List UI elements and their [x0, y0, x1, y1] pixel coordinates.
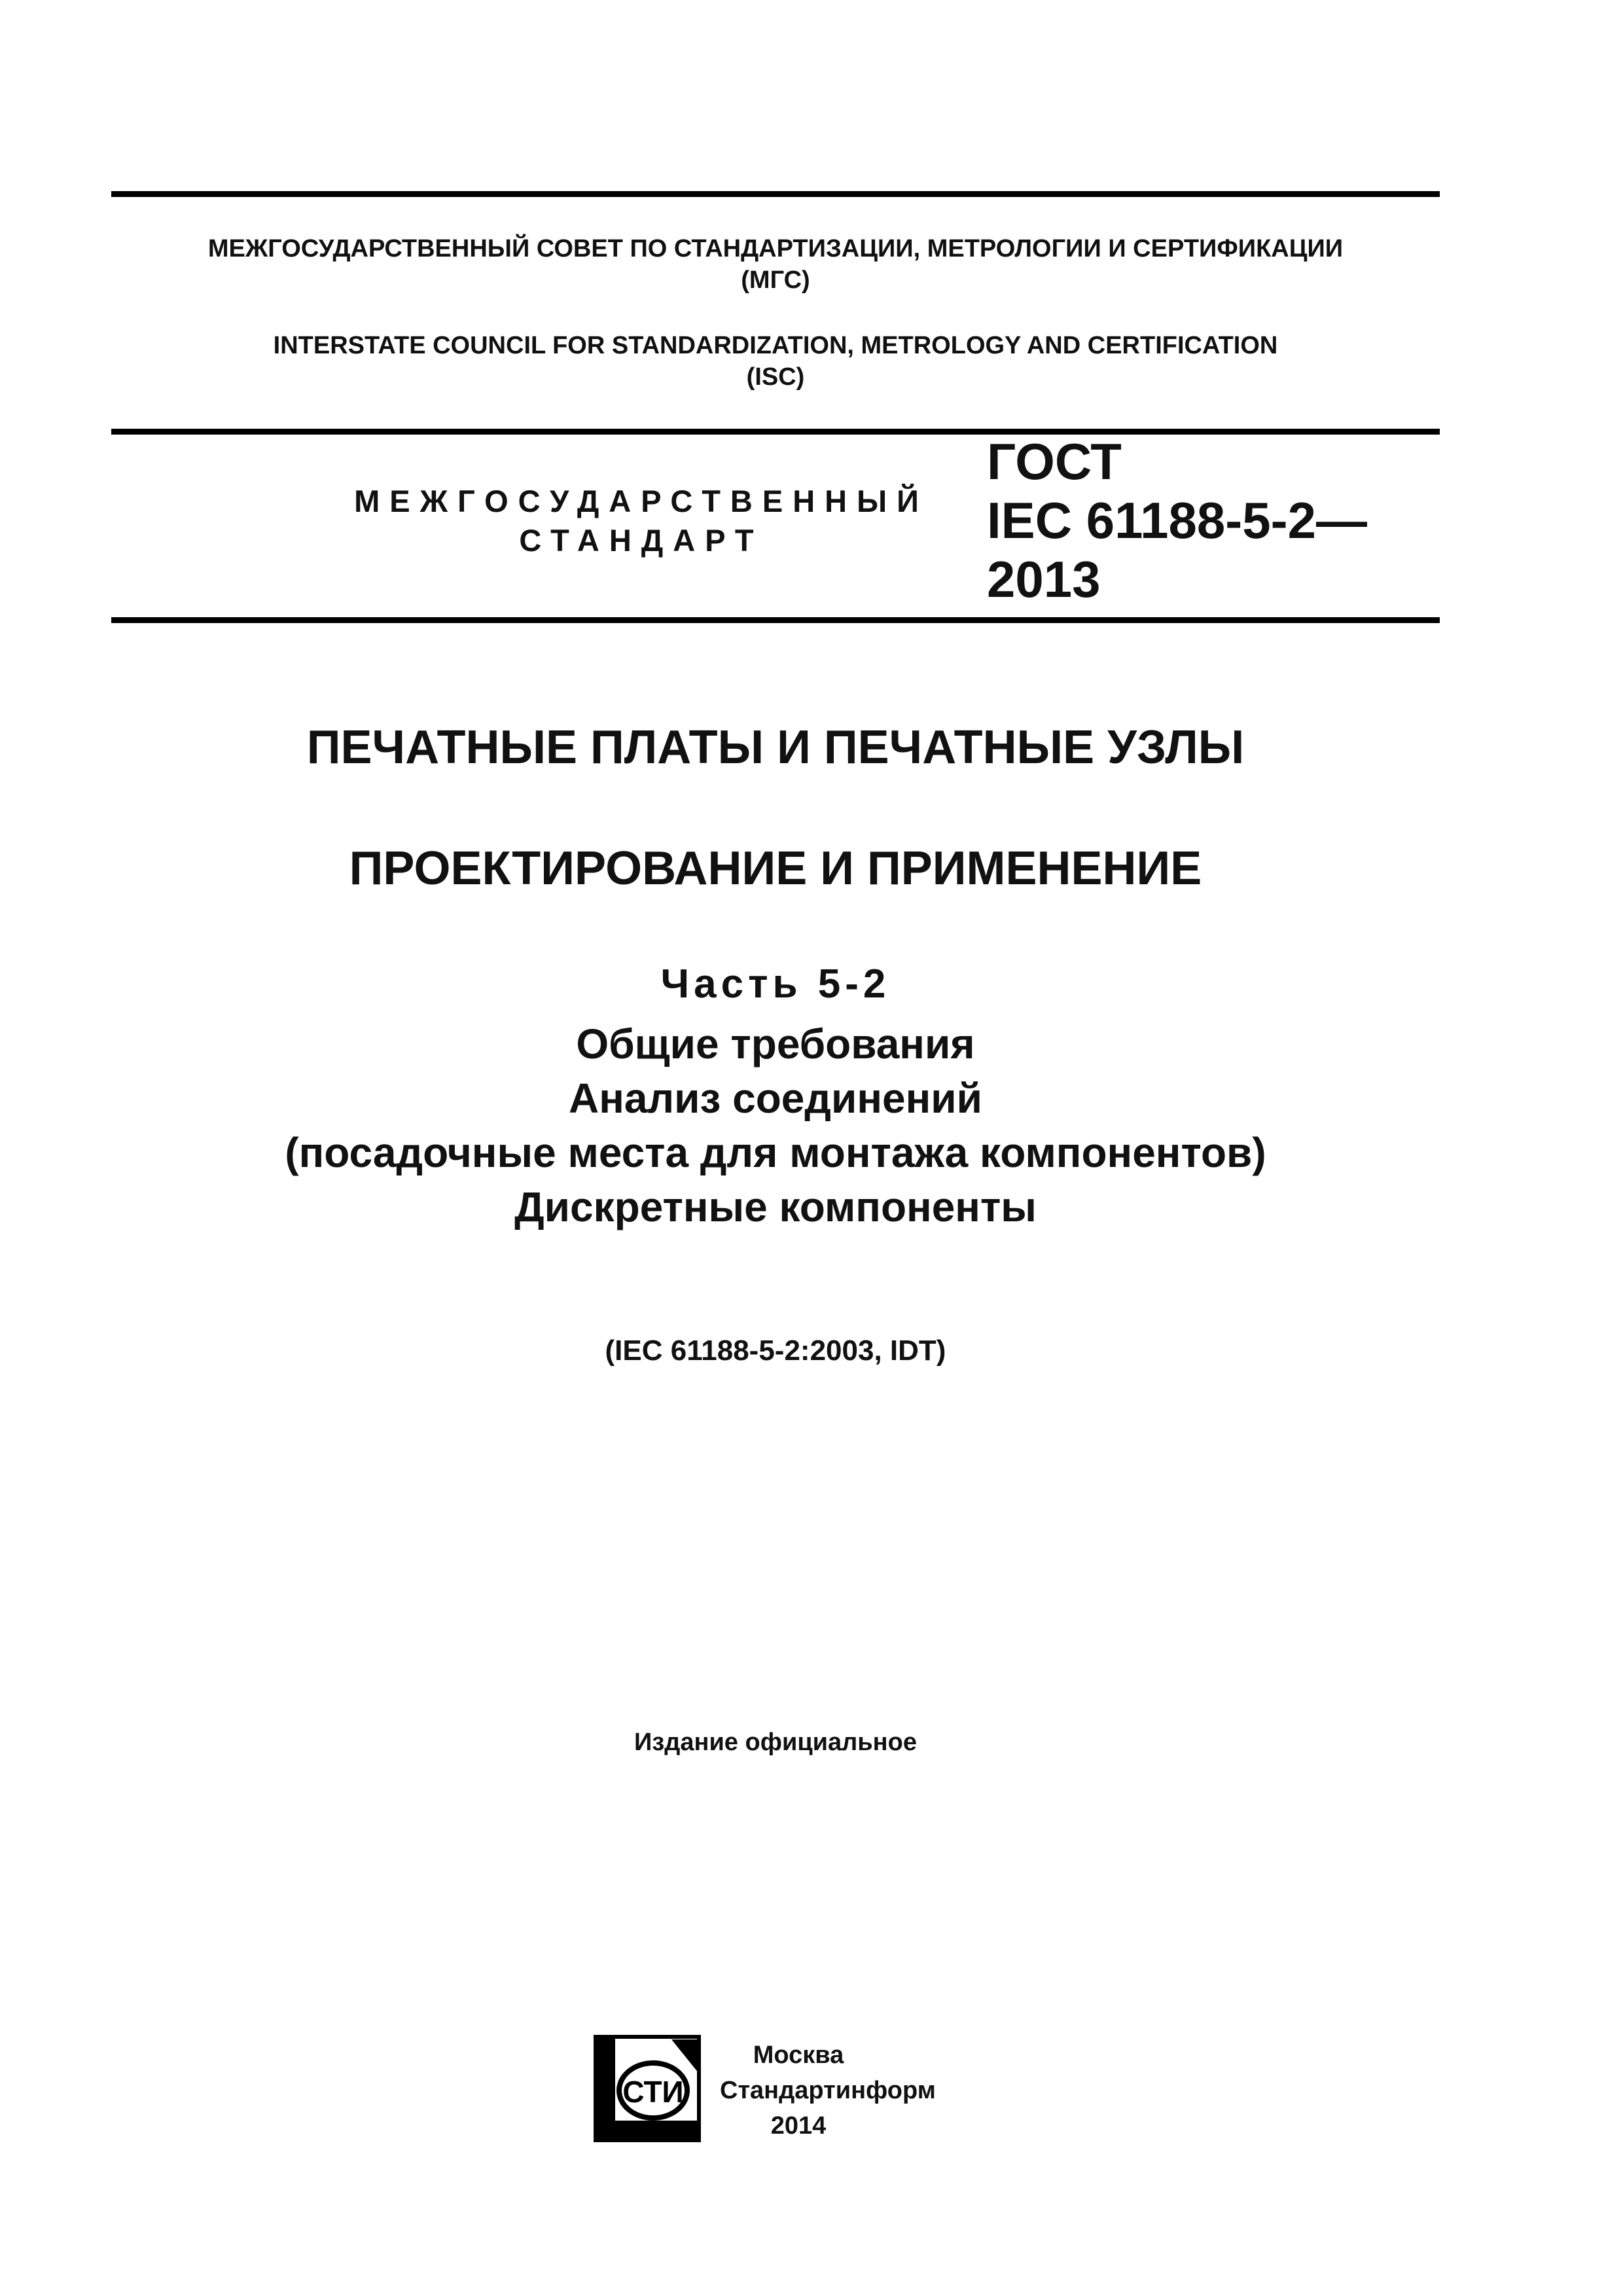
standard-kind-line2: СТАНДАРТ — [519, 523, 764, 558]
publisher-year: 2014 — [770, 2112, 827, 2140]
council-name-ru: МЕЖГОСУДАРСТВЕННЫЙ СОВЕТ ПО СТАНДАРТИЗАЦИИ, МЕТРОЛОГИИ И СЕРТИФИКАЦИИ — [207, 235, 1344, 262]
document-subtitle — [111, 1017, 1440, 1234]
iec-identity: (IEC 61188-5-2:2003, IDT) — [605, 1335, 946, 1367]
publisher-city: Москва — [753, 2041, 844, 2069]
document-part: Часть 5-2 — [660, 961, 891, 1007]
top-divider — [111, 191, 1440, 197]
standard-number-line1: ГОСТ — [987, 433, 1122, 490]
document-title-line1: ПЕЧАТНЫЕ ПЛАТЫ И ПЕЧАТНЫЕ УЗЛЫ — [306, 721, 1245, 774]
title-divider — [111, 617, 1440, 623]
edition-note: Издание официальное — [634, 1729, 917, 1756]
logo-text: СТИ — [622, 2075, 684, 2109]
standard-kind — [327, 482, 955, 560]
standard-number — [987, 432, 1432, 609]
subtitle-line1: Общие требования — [576, 1020, 975, 1067]
council-abbr-ru: (МГС) — [741, 266, 810, 294]
subtitle-line4: Дискретные компоненты — [514, 1183, 1037, 1230]
council-name-en: INTERSTATE COUNCIL FOR STANDARDIZATION, METROLOGY AND CERTIFICATION — [273, 332, 1278, 359]
standartinform-logo-icon — [593, 2034, 702, 2143]
standard-number-line3: 2013 — [987, 550, 1101, 608]
publisher-block — [720, 2037, 936, 2144]
council-abbr-en: (ISC) — [746, 363, 805, 391]
subtitle-line2: Анализ соединений — [569, 1075, 982, 1122]
standard-kind-line1: МЕЖГОСУДАРСТВЕННЫЙ — [354, 484, 929, 518]
publisher-name: Стандартинформ — [720, 2077, 936, 2104]
standard-number-line2: IEC 61188-5-2— — [987, 492, 1368, 549]
subtitle-line3: (посадочные места для монтажа компонентов) — [285, 1129, 1266, 1176]
document-title-line2: ПРОЕКТИРОВАНИЕ И ПРИМЕНЕНИЕ — [349, 842, 1202, 895]
